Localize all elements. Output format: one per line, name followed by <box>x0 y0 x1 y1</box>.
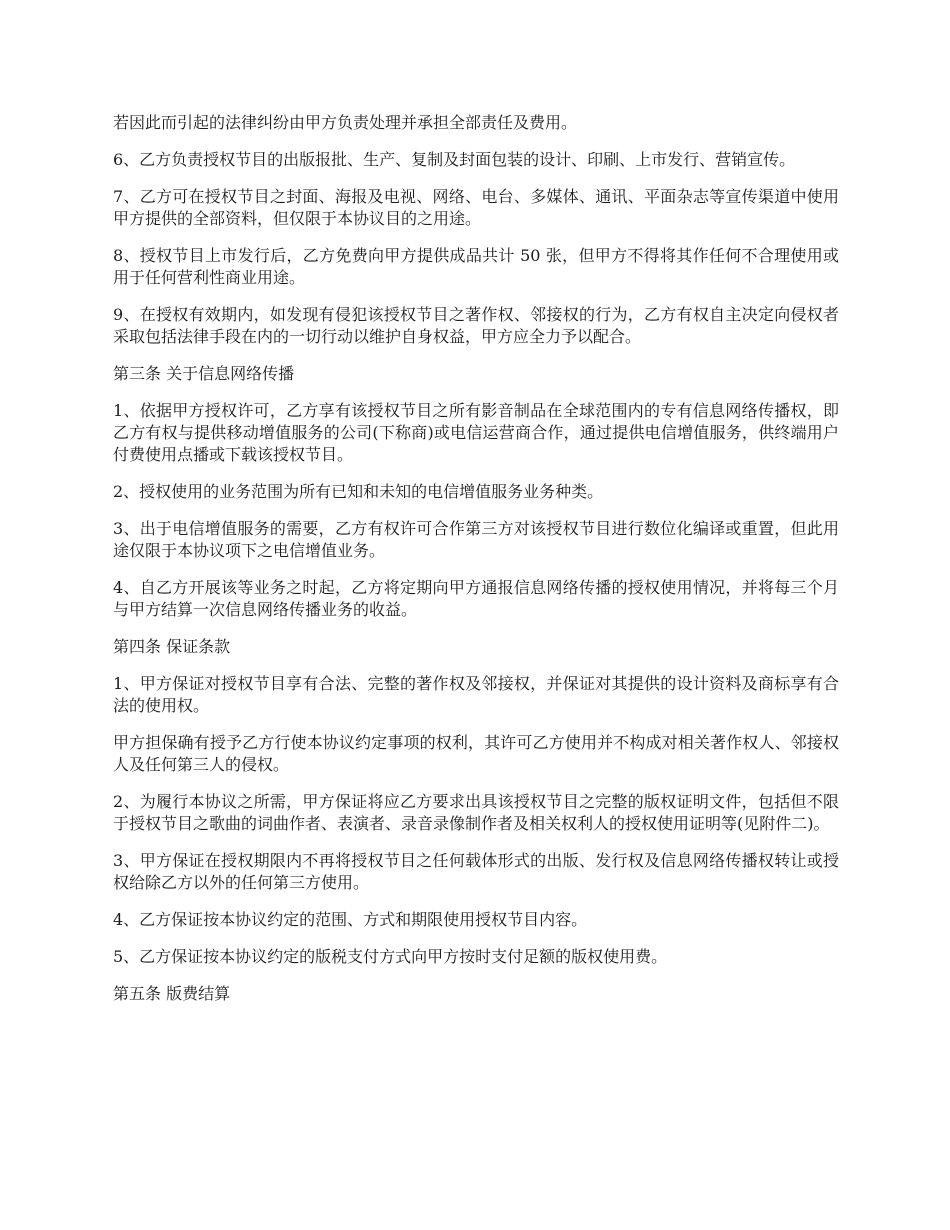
paragraph-clause-2-9: 9、在授权有效期内，如发现有侵犯该授权节目之著作权、邻接权的行为，乙方有权自主决定向侵权者采取包括法律手段在内的一切行动以维护自身权益，甲方应全力予以配合。 <box>113 305 839 346</box>
paragraph-liability-continuation: 若因此而引起的法律纠纷由甲方负责处理并承担全部责任及费用。 <box>113 113 578 132</box>
section-heading-article-3: 第三条 关于信息网络传播 <box>113 364 295 383</box>
paragraph-clause-4-4: 4、乙方保证按本协议约定的范围、方式和期限使用授权节目内容。 <box>113 910 588 929</box>
paragraph-clause-2-8: 8、授权节目上市发行后，乙方免费向甲方提供成品共计 50 张，但甲方不得将其作任何不合理使用或用于任何营利性商业用途。 <box>113 246 839 287</box>
paragraph-clause-2-6: 6、乙方负责授权节目的出版报批、生产、复制及封面包装的设计、印刷、上市发行、营销宣传。 <box>113 150 796 169</box>
section-heading-article-5: 第五条 版费结算 <box>113 984 231 1003</box>
section-heading-article-4: 第四条 保证条款 <box>113 637 231 656</box>
document-page <box>113 112 839 1020</box>
paragraph-clause-2-7: 7、乙方可在授权节目之封面、海报及电视、网络、电台、多媒体、通讯、平面杂志等宣传渠道中使用甲方提供的全部资料，但仅限于本协议目的之用途。 <box>113 187 839 228</box>
paragraph-clause-4-3: 3、甲方保证在授权期限内不再将授权节目之任何载体形式的出版、发行权及信息网络传播权转让或授权给除乙方以外的任何第三方使用。 <box>113 851 839 892</box>
paragraph-clause-3-2: 2、授权使用的业务范围为所有已知和未知的电信增值服务业务种类。 <box>113 482 604 501</box>
paragraph-clause-4-2: 2、为履行本协议之所需，甲方保证将应乙方要求出具该授权节目之完整的版权证明文件，包括但不限于授权节目之歌曲的词曲作者、表演者、录音录像制作者及相关权利人的授权使用证明等(见附件二)。 <box>113 792 839 833</box>
paragraph-clause-3-3: 3、出于电信增值服务的需要，乙方有权许可合作第三方对该授权节目进行数位化编译或重置，但此用途仅限于本协议项下之电信增值业务。 <box>113 519 839 560</box>
paragraph-clause-3-4: 4、自乙方开展该等业务之时起，乙方将定期向甲方通报信息网络传播的授权使用情况，并将每三个月与甲方结算一次信息网络传播业务的收益。 <box>113 578 839 619</box>
paragraph-clause-4-1-guarantee: 甲方担保确有授予乙方行使本协议约定事项的权利，其许可乙方使用并不构成对相关著作权人、邻接权人及任何第三人的侵权。 <box>113 733 839 774</box>
paragraph-clause-4-1: 1、甲方保证对授权节目享有合法、完整的著作权及邻接权，并保证对其提供的设计资料及商标享有合法的使用权。 <box>113 674 839 715</box>
paragraph-clause-4-5: 5、乙方保证按本协议约定的版税支付方式向甲方按时支付足额的版权使用费。 <box>113 947 668 966</box>
paragraph-clause-3-1: 1、依据甲方授权许可，乙方享有该授权节目之所有影音制品在全球范围内的专有信息网络传播权，即乙方有权与提供移动增值服务的公司(下称商)或电信运营商合作，通过提供电信增值服务，供终端用户付费使用点播或下载该授权节目。 <box>113 401 839 464</box>
